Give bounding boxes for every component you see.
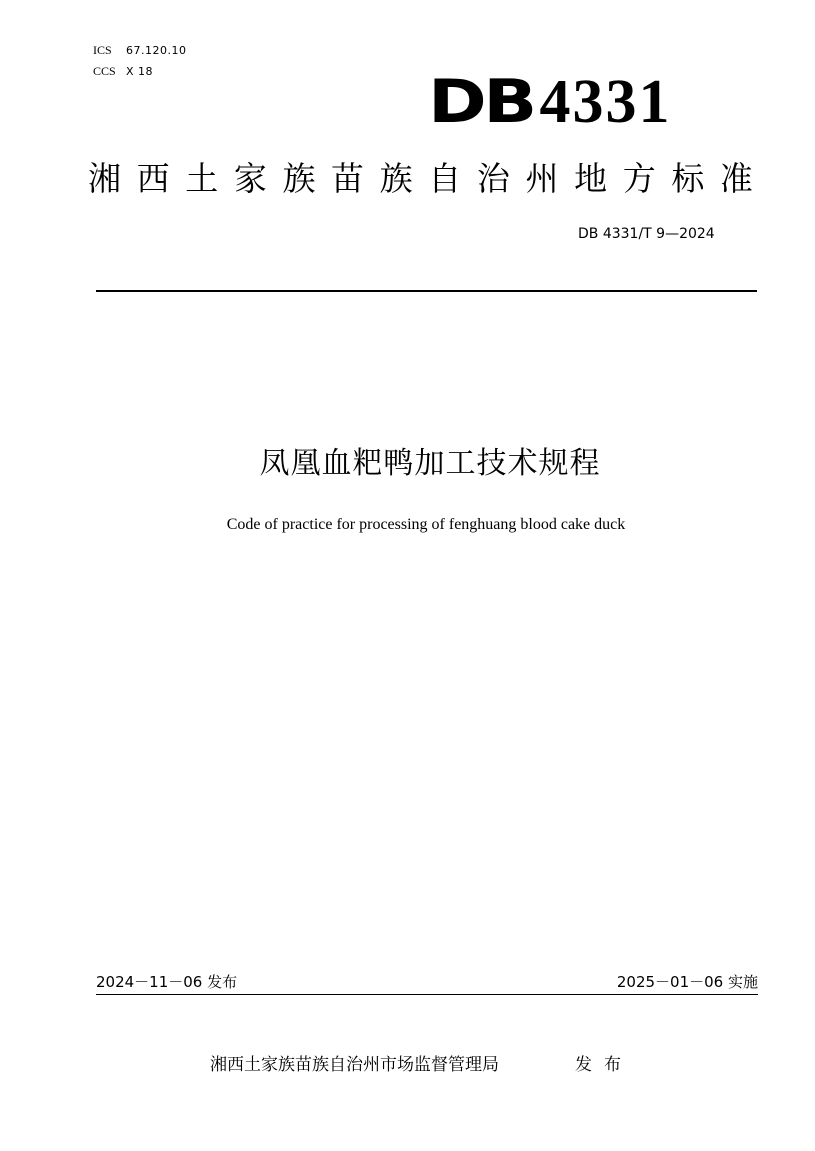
standard-type-char: 方 xyxy=(622,159,656,198)
standard-type-char: 家 xyxy=(233,159,267,198)
issue-action: 发布 xyxy=(575,1055,633,1075)
title-chinese: 凤凰血粑鸭加工技术规程 xyxy=(259,446,601,481)
classification-codes xyxy=(93,40,186,82)
top-divider xyxy=(96,290,757,292)
standard-type-char: 准 xyxy=(719,159,753,198)
ics-label: ICS xyxy=(93,43,112,57)
standard-logo xyxy=(428,67,672,137)
ccs-row xyxy=(93,61,186,82)
standard-type-char: 西 xyxy=(136,159,170,198)
standard-type-char: 标 xyxy=(671,159,705,198)
ccs-code: X 18 xyxy=(126,65,154,78)
standard-type-char: 自 xyxy=(428,159,462,198)
ics-row xyxy=(93,40,186,61)
standard-type-heading xyxy=(88,154,753,204)
ccs-label: CCS xyxy=(93,64,116,78)
title-english: Code of practice for processing of fenghuang blood cake duck xyxy=(226,516,626,533)
standard-type-char: 治 xyxy=(476,159,510,198)
logo-code: 4331 xyxy=(539,68,672,136)
bottom-divider xyxy=(96,994,758,995)
publish-date: 2024－11－06 发布 xyxy=(96,973,238,991)
standard-type-char: 州 xyxy=(525,159,559,198)
standard-number: DB 4331/T 9—2024 xyxy=(578,226,715,242)
implement-date: 2025－01－06 实施 xyxy=(616,973,758,991)
issuing-authority: 湘西土家族苗族自治州市场监督管理局 xyxy=(210,1055,499,1075)
standard-type-char: 土 xyxy=(185,159,219,198)
standard-type-char: 地 xyxy=(574,159,608,198)
ics-code: 67.120.10 xyxy=(126,44,187,57)
standard-type-char: 苗 xyxy=(331,159,365,198)
standard-type-char: 族 xyxy=(282,159,316,198)
logo-prefix: DB xyxy=(428,67,534,137)
standard-type-char: 族 xyxy=(379,159,413,198)
standard-type-char: 湘 xyxy=(88,159,121,198)
